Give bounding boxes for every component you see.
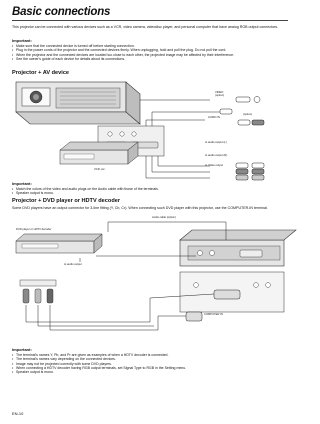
important-item: • Make sure that the connected device is turned off before starting connection.	[12, 44, 288, 48]
important-item: • Speaker output is mono.	[12, 370, 288, 374]
important-item: • The terminal's names Y, Pb, and Pr are given as examples of when a HDTV decoder is connected.	[12, 353, 288, 357]
important-item: • When connecting a HDTV decoder having RGB output terminals, set Signal Type to RGB in the Setting menu.	[12, 366, 288, 370]
label-audio-cable: Audio cable (option)	[152, 216, 176, 219]
dvd-terminal-panel	[180, 272, 284, 312]
projector-illustration-2	[180, 230, 296, 266]
page-number: EN-10	[12, 411, 24, 416]
label-video-out: to Video output	[205, 164, 224, 167]
important-item: • Plug in the power cords of the projector and the connected devices firmly. When unplugging, hold and pull the plug. Do not pull the cord.	[12, 48, 288, 52]
important-item: • Match the colors of the video and audio plugs on the Audio cable with those of the terminals.	[12, 187, 288, 191]
component-plugs	[20, 280, 56, 303]
label-option: (option)	[243, 113, 253, 116]
important-item: • Image may not be projected correctly with some DVD players.	[12, 362, 288, 366]
label-audio-out-l: to audio output (L)	[205, 141, 227, 144]
label-audio-out-r: to audio output (R)	[205, 154, 228, 157]
dvd-player-illustration	[16, 234, 102, 253]
label-video: VIDEO	[215, 91, 224, 94]
important-item: • When the projector and the connected devices are located too close to each other, the projected image may be affected by their interference.	[12, 53, 288, 57]
section-heading-dvd: Projector + DVD player or HDTV decoder	[12, 198, 121, 204]
dvd-intro: Some DVD players have an output connector for 3-line fitting (Y, Cb, Cr). When connecting such DVD player with this projector, use the COMPUTER-IN terminal.	[12, 206, 268, 210]
important-heading-3: Important:	[12, 347, 32, 352]
intro-paragraph: This projector can be connected with various devices such as a VCR, video camera, videodisc player, and personal computer that have analog RGB output connectors.	[12, 25, 279, 29]
important-item: • See the owner's guide of each device for details about its connections.	[12, 57, 288, 61]
label-audio-in: AUDIO IN	[208, 116, 220, 119]
label-to-audio-output: to audio output	[64, 263, 82, 266]
label-vcr: VCR, etc.	[94, 168, 106, 171]
label-dvd-player: DVD player or HDTV decoder	[16, 228, 52, 231]
label-video-option: (option)	[215, 94, 225, 97]
label-computer-in: COMPUTER IN	[204, 313, 223, 316]
important-heading-2: Important:	[12, 181, 32, 186]
important-item: • The terminal's names vary depending on the connected devices.	[12, 357, 288, 361]
important-item: • Speaker output is mono.	[12, 191, 288, 195]
component-adapter	[186, 312, 202, 321]
section-heading-av: Projector + AV device	[12, 70, 70, 76]
important-list-3	[12, 353, 288, 374]
page-title: Basic connections	[12, 6, 111, 18]
important-heading-1: Important:	[12, 38, 32, 43]
